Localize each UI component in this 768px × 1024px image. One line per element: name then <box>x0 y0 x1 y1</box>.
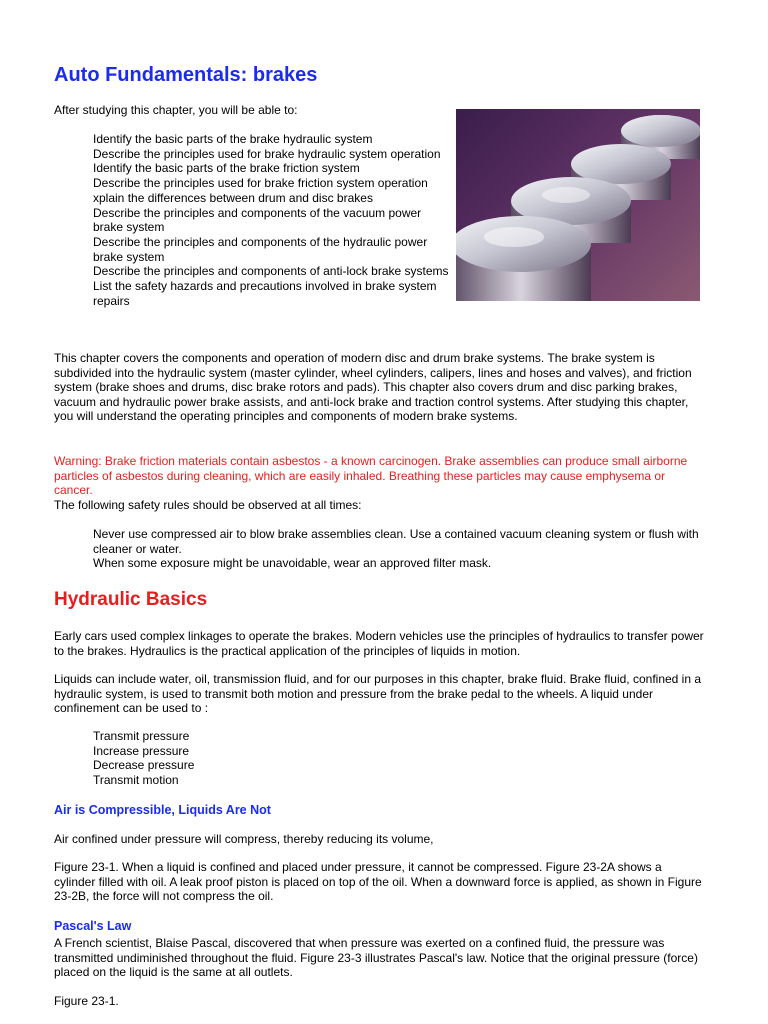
safety-rule: Never use compressed air to blow brake assemblies clean. Use a contained vacuum cleaning system or flush with cleaner or water. <box>93 527 699 556</box>
safety-rules-list <box>93 527 703 571</box>
objective-item: List the safety hazards and precautions involved in brake system repairs <box>93 279 437 308</box>
objective-item: xplain the differences between drum and disc brakes <box>93 190 373 205</box>
objective-item: Identify the basic parts of the brake hydraulic system <box>93 132 373 146</box>
intro-text: After studying this chapter, you will be able to: <box>54 103 298 117</box>
chapter-overview: This chapter covers the components and operation of modern disc and drum brake systems. The brake system is subdivided into the hydraulic system (master cylinder, wheel cylinders, calipers, lines and hoses and valves), and friction system (brake shoes and drums, disc brake rotors and pads). This chapter also covers drum and disc parking brakes, vacuum and hydraulic power brake assists, and anti-lock brake and traction control systems. After studying this chapter, you will understand the operating principles and components of modern brake systems. <box>54 351 692 424</box>
air-paragraph-2: Figure 23-1. When a liquid is confined and placed under pressure, it cannot be compressed. Figure 23-2A shows a cylinder filled with oil. A leak proof piston is placed on top of the oil. When a downward force is applied, as shown in Figure 23-2B, the force will not compress the oil. <box>54 860 702 904</box>
liquid-use-item: Increase pressure <box>93 743 190 758</box>
pascals-law-heading: Pascal's Law <box>54 919 132 933</box>
safety-rule: When some exposure might be unavoidable, wear an approved filter mask. <box>93 556 492 571</box>
pascal-paragraph: A French scientist, Blaise Pascal, discovered that when pressure was exerted on a confined fluid, the pressure was transmitted undiminished throughout the fluid. Figure 23-3 illustrates Pascal's law. Notice that the original pressure (force) placed on the liquid is the same at all outlets. <box>54 936 698 980</box>
pistons-illustration <box>456 109 700 301</box>
page-title: Auto Fundamentals: brakes <box>54 64 318 86</box>
objective-item: Describe the principles and components of the hydraulic power brake system <box>93 234 428 264</box>
objective-item: Describe the principles used for brake friction system operation <box>93 176 428 191</box>
hydraulic-paragraph-2: Liquids can include water, oil, transmission fluid, and for our purposes in this chapter, brake fluid. Brake fluid, confined in a hydraulic system, is used to transmit both motion and pressure from the brake pedal to the wheels. A liquid under confinement can be used to : <box>54 672 702 716</box>
asbestos-warning: Warning: Brake friction materials contain asbestos - a known carcinogen. Brake assemblies can produce small airborne particles of asbestos during cleaning, which are easily inhaled. Breathing these particles may cause emphysema or cancer. <box>54 454 688 498</box>
hydraulic-basics-heading: Hydraulic Basics <box>54 589 208 610</box>
safety-intro: The following safety rules should be observed at all times: <box>54 498 362 512</box>
liquid-use-item: Decrease pressure <box>93 758 195 773</box>
objective-item: Describe the principles and components of anti-lock brake systems <box>93 264 449 279</box>
objective-item: Describe the principles and components of the vacuum power brake system <box>93 205 422 235</box>
liquid-uses-list <box>93 729 703 788</box>
objectives-list <box>93 132 453 308</box>
objective-item: Identify the basic parts of the brake friction system <box>93 161 360 176</box>
air-compressible-heading: Air is Compressible, Liquids Are Not <box>54 803 271 817</box>
liquid-use-item: Transmit motion <box>93 773 179 788</box>
brake-pistons-photo <box>456 109 700 301</box>
objective-item: Describe the principles used for brake hydraulic system operation <box>93 146 441 161</box>
hydraulic-paragraph-1: Early cars used complex linkages to operate the brakes. Modern vehicles use the principles of hydraulics to transfer power to the brakes. Hydraulics is the practical application of the principles of liquids in motion. <box>54 629 704 658</box>
liquid-use-item: Transmit pressure <box>93 729 190 743</box>
air-paragraph-1: Air confined under pressure will compress, thereby reducing its volume, <box>54 832 434 846</box>
figure-caption: Figure 23-1. <box>54 994 119 1008</box>
